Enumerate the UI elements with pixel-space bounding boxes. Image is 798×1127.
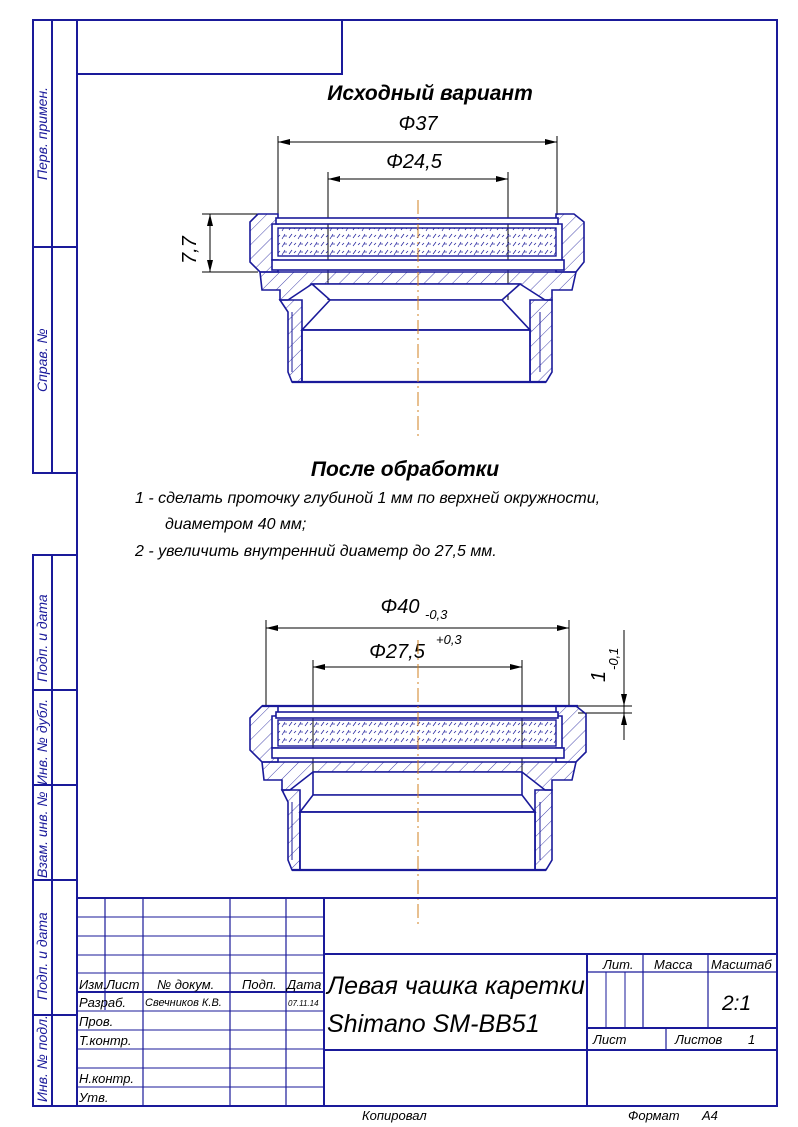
side-label-inv-podl: Инв. № подл.: [34, 1015, 50, 1102]
processed-heading: После обработки: [310, 458, 500, 481]
svg-text:-0,1: -0,1: [606, 647, 621, 670]
top-left-box: [77, 20, 342, 74]
tb-t-kontr: Т.контр.: [79, 1033, 132, 1048]
note-1-line1: 1 - сделать проточку глубиной 1 мм по верхней окружности,: [135, 490, 601, 507]
footer-format-value: A4: [702, 1108, 718, 1123]
tb-prov: Пров.: [79, 1014, 114, 1029]
svg-text:Φ40: Φ40: [380, 596, 420, 618]
tb-list: Лист: [106, 977, 140, 992]
svg-text:Φ27,5: Φ27,5: [369, 641, 425, 663]
tb-n-kontr: Н.контр.: [79, 1071, 135, 1086]
svg-text:7,7: 7,7: [179, 236, 201, 264]
tb-lit: Лит.: [603, 957, 634, 972]
note-1-line2: диаметром 40 мм;: [165, 516, 307, 533]
footer-kopiroval: Копировал: [362, 1108, 427, 1123]
side-label-sprav-no: Справ. №: [34, 328, 50, 392]
tb-data: Дата: [287, 977, 322, 992]
tb-massa: Масса: [654, 957, 693, 972]
side-label-perv-primen: Перв. примен.: [34, 86, 50, 180]
svg-text:-0,3: -0,3: [425, 607, 448, 622]
svg-text:Φ24,5: Φ24,5: [386, 151, 442, 173]
original-part-section: [250, 214, 584, 382]
side-label-podp-data-2: Подп. и дата: [34, 912, 50, 1000]
tb-listov-label: Листов: [675, 1032, 723, 1047]
svg-text:+0,3: +0,3: [436, 632, 462, 647]
tb-scale-value: 2:1: [722, 992, 752, 1015]
note-2: 2 - увеличить внутренний диаметр до 27,5 мм.: [135, 543, 497, 560]
svg-text:1: 1: [588, 670, 610, 682]
side-label-vzam-inv: Взам. инв. №: [34, 791, 50, 878]
svg-text:Φ37: Φ37: [398, 113, 438, 135]
tb-razrab-name: Свечников К.В.: [145, 997, 222, 1009]
tb-izm: Изм.: [79, 977, 107, 992]
tb-razrab-date: 07.11.14: [288, 999, 319, 1008]
tb-title-line2: Shimano SM-BB51: [327, 1010, 540, 1038]
tb-no-dokum: № докум.: [157, 977, 215, 992]
footer-format: Формат: [628, 1108, 680, 1123]
tb-masshtab: Масштаб: [711, 957, 772, 972]
side-label-podp-data-1: Подп. и дата: [34, 594, 50, 682]
tb-utv: Утв.: [79, 1090, 109, 1105]
tb-podp: Подп.: [242, 977, 277, 992]
dim-height-7-7: [179, 214, 258, 272]
side-label-inv-dubl: Инв. № дубл.: [34, 698, 50, 785]
sheet-border: [77, 20, 777, 1106]
tb-title-line1: Левая чашка каретки: [327, 972, 585, 1000]
tb-listov-value: 1: [748, 1032, 756, 1047]
original-heading: Исходный вариант: [327, 82, 533, 105]
tb-razrab: Разраб.: [79, 995, 127, 1010]
tb-list-label: Лист: [593, 1032, 627, 1047]
